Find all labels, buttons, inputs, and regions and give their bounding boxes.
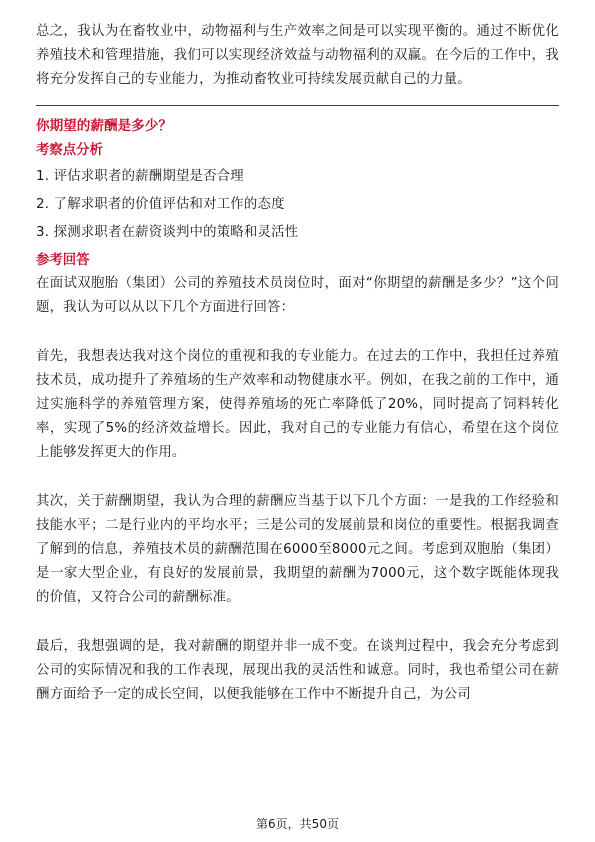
paragraph-gap xyxy=(36,465,559,490)
answer-paragraph: 其次，关于薪酬期望，我认为合理的薪酬应当基于以下几个方面：一是我的工作经验和技能水平；二是行业内的平均水平；三是公司的发展前景和岗位的重要性。根据我调查了解到的信息，养殖技术员的薪酬范围在6000至8000元之间。考虑到双胞胎（集团）是一家大型企业，有良好的发展前景，我期望的薪酬为7000元，这个数字既能体现我的价值，又符合公司的薪酬标准。 xyxy=(36,494,559,605)
answer-paragraph: 首先，我想表达我对这个岗位的重视和我的专业能力。在过去的工作中，我担任过养殖技术员，成功提升了养殖场的生产效率和动物健康水平。例如，在我之前的工作中，通过实施科学的养殖管理方案，使得养殖场的死亡率降低了20%，同时提高了饲料转化率，实现了5%的经济效益增长。因此，我对自己的专业能力有信心，希望在这个岗位上能够发挥更大的作用。 xyxy=(36,349,559,460)
analysis-item: 1. 评估求职者的薪酬期望是否合理 xyxy=(36,169,244,184)
analysis-item: 2. 了解求职者的价值评估和对工作的态度 xyxy=(36,197,285,212)
paragraph-gap xyxy=(36,320,559,345)
section-divider xyxy=(36,105,559,106)
paragraph-gap xyxy=(36,610,559,635)
answer-heading: 参考回答 xyxy=(36,253,90,268)
analysis-heading: 考察点分析 xyxy=(36,143,103,158)
answer-paragraph: 最后，我想强调的是，我对薪酬的期望并非一成不变。在谈判过程中，我会充分考虑到公司的实际情况和我的工作表现，展现出我的灵活性和诚意。同时，我也希望公司在薪酬方面给予一定的成长空间，以便我能够在工作中不断提升自己，为公司 xyxy=(36,639,559,702)
page-number-footer: 第6页，共50页 xyxy=(256,817,339,831)
document-page xyxy=(36,20,559,707)
analysis-item: 3. 探测求职者在薪资谈判中的策略和灵活性 xyxy=(36,225,299,240)
answer-paragraph: 在面试双胞胎（集团）公司的养殖技术员岗位时，面对“你期望的薪酬是多少？”这个问题，我认为可以从以下几个方面进行回答： xyxy=(36,276,559,315)
intro-paragraph: 总之，我认为在畜牧业中，动物福利与生产效率之间是可以实现平衡的。通过不断优化养殖技术和管理措施，我们可以实现经济效益与动物福利的双赢。在今后的工作中，我将充分发挥自己的专业能力，为推动畜牧业可持续发展贡献自己的力量。 xyxy=(36,24,559,87)
question-title: 你期望的薪酬是多少？ xyxy=(36,118,172,134)
